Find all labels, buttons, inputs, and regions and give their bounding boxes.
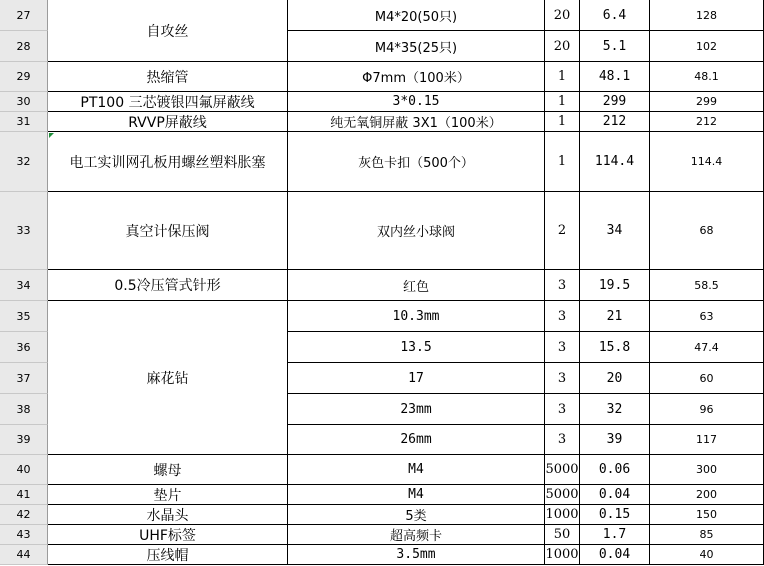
- cell-qty[interactable]: 3: [545, 363, 580, 394]
- cell-price[interactable]: 1.7: [580, 525, 650, 545]
- cell-indicator-icon: [49, 133, 54, 138]
- cell-spec[interactable]: Φ7mm（100米）: [288, 62, 545, 92]
- cell-price[interactable]: 114.4: [580, 132, 650, 192]
- cell-price[interactable]: 21: [580, 301, 650, 332]
- cell-price[interactable]: 299: [580, 92, 650, 112]
- cell-name-merged-twist-drill[interactable]: 麻花钻: [48, 301, 288, 455]
- row-header[interactable]: 42: [0, 505, 48, 525]
- cell-price[interactable]: 39: [580, 425, 650, 455]
- cell-total[interactable]: 300: [650, 455, 764, 485]
- cell-spec[interactable]: 13.5: [288, 332, 545, 363]
- cell-spec[interactable]: M4*20(50只): [288, 0, 545, 31]
- cell-spec[interactable]: 10.3mm: [288, 301, 545, 332]
- cell-name[interactable]: 水晶头: [48, 505, 288, 525]
- cell-total[interactable]: 150: [650, 505, 764, 525]
- cell-name[interactable]: 热缩管: [48, 62, 288, 92]
- cell-qty[interactable]: 1: [545, 62, 580, 92]
- cell-price[interactable]: 0.04: [580, 485, 650, 505]
- cell-total[interactable]: 58.5: [650, 270, 764, 301]
- cell-qty[interactable]: 5000: [545, 455, 580, 485]
- cell-price[interactable]: 48.1: [580, 62, 650, 92]
- cell-spec[interactable]: M4*35(25只): [288, 31, 545, 62]
- row-header[interactable]: 28: [0, 31, 48, 62]
- cell-qty[interactable]: 20: [545, 31, 580, 62]
- cell-qty[interactable]: 1000: [545, 505, 580, 525]
- cell-spec[interactable]: 红色: [288, 270, 545, 301]
- cell-name[interactable]: 0.5冷压管式针形: [48, 270, 288, 301]
- cell-total[interactable]: 96: [650, 394, 764, 425]
- cell-total[interactable]: 60: [650, 363, 764, 394]
- cell-total[interactable]: 68: [650, 192, 764, 270]
- cell-qty[interactable]: 1: [545, 132, 580, 192]
- row-header[interactable]: 43: [0, 525, 48, 545]
- cell-qty[interactable]: 20: [545, 0, 580, 31]
- cell-price[interactable]: 0.15: [580, 505, 650, 525]
- cell-spec[interactable]: 超高频卡: [288, 525, 545, 545]
- cell-total[interactable]: 117: [650, 425, 764, 455]
- cell-total[interactable]: 299: [650, 92, 764, 112]
- cell-total[interactable]: 128: [650, 0, 764, 31]
- cell-price[interactable]: 5.1: [580, 31, 650, 62]
- cell-qty[interactable]: 3: [545, 270, 580, 301]
- cell-name[interactable]: 螺母: [48, 455, 288, 485]
- cell-price[interactable]: 34: [580, 192, 650, 270]
- cell-qty[interactable]: 3: [545, 332, 580, 363]
- cell-spec[interactable]: 26mm: [288, 425, 545, 455]
- row-header[interactable]: 38: [0, 394, 48, 425]
- cell-name[interactable]: RVVP屏蔽线: [48, 112, 288, 132]
- row-header[interactable]: 29: [0, 62, 48, 92]
- row-header[interactable]: 27: [0, 0, 48, 31]
- cell-price[interactable]: 19.5: [580, 270, 650, 301]
- cell-total[interactable]: 102: [650, 31, 764, 62]
- cell-name[interactable]: 压线帽: [48, 545, 288, 565]
- row-header[interactable]: 34: [0, 270, 48, 301]
- cell-spec[interactable]: M4: [288, 455, 545, 485]
- cell-price[interactable]: 0.04: [580, 545, 650, 565]
- row-header[interactable]: 41: [0, 485, 48, 505]
- row-header[interactable]: 35: [0, 301, 48, 332]
- cell-spec[interactable]: M4: [288, 485, 545, 505]
- cell-name-merged-self-tapping-screw[interactable]: 自攻丝: [48, 0, 288, 62]
- cell-name[interactable]: 电工实训网孔板用螺丝塑料胀塞: [48, 132, 288, 192]
- cell-total[interactable]: 48.1: [650, 62, 764, 92]
- cell-total[interactable]: 47.4: [650, 332, 764, 363]
- row-header[interactable]: 36: [0, 332, 48, 363]
- row-header[interactable]: 37: [0, 363, 48, 394]
- cell-qty[interactable]: 1000: [545, 545, 580, 565]
- row-header[interactable]: 44: [0, 545, 48, 565]
- cell-qty[interactable]: 3: [545, 425, 580, 455]
- row-header[interactable]: 39: [0, 425, 48, 455]
- cell-qty[interactable]: 1: [545, 92, 580, 112]
- cell-total[interactable]: 63: [650, 301, 764, 332]
- cell-price[interactable]: 6.4: [580, 0, 650, 31]
- cell-price[interactable]: 0.06: [580, 455, 650, 485]
- row-header[interactable]: 30: [0, 92, 48, 112]
- cell-name[interactable]: UHF标签: [48, 525, 288, 545]
- cell-total[interactable]: 40: [650, 545, 764, 565]
- cell-qty[interactable]: 3: [545, 301, 580, 332]
- cell-qty[interactable]: 50: [545, 525, 580, 545]
- cell-price[interactable]: 212: [580, 112, 650, 132]
- cell-spec[interactable]: 纯无氧铜屏蔽 3X1（100米）: [288, 112, 545, 132]
- cell-price[interactable]: 20: [580, 363, 650, 394]
- row-header[interactable]: 33: [0, 192, 48, 270]
- cell-spec[interactable]: 17: [288, 363, 545, 394]
- cell-spec[interactable]: 23mm: [288, 394, 545, 425]
- cell-qty[interactable]: 5000: [545, 485, 580, 505]
- row-header[interactable]: 32: [0, 132, 48, 192]
- cell-total[interactable]: 200: [650, 485, 764, 505]
- cell-name[interactable]: 真空计保压阀: [48, 192, 288, 270]
- cell-price[interactable]: 32: [580, 394, 650, 425]
- cell-qty[interactable]: 1: [545, 112, 580, 132]
- cell-total[interactable]: 212: [650, 112, 764, 132]
- cell-total[interactable]: 85: [650, 525, 764, 545]
- cell-price[interactable]: 15.8: [580, 332, 650, 363]
- cell-total[interactable]: 114.4: [650, 132, 764, 192]
- row-header[interactable]: 31: [0, 112, 48, 132]
- cell-qty[interactable]: 2: [545, 192, 580, 270]
- cell-name[interactable]: 垫片: [48, 485, 288, 505]
- cell-spec[interactable]: 5类: [288, 505, 545, 525]
- row-header[interactable]: 40: [0, 455, 48, 485]
- cell-spec[interactable]: 灰色卡扣（500个）: [288, 132, 545, 192]
- cell-spec[interactable]: 双内丝小球阀: [288, 192, 545, 270]
- cell-name[interactable]: PT100 三芯镀银四氟屏蔽线: [48, 92, 288, 112]
- cell-qty[interactable]: 3: [545, 394, 580, 425]
- cell-spec[interactable]: 3.5mm: [288, 545, 545, 565]
- cell-spec[interactable]: 3*0.15: [288, 92, 545, 112]
